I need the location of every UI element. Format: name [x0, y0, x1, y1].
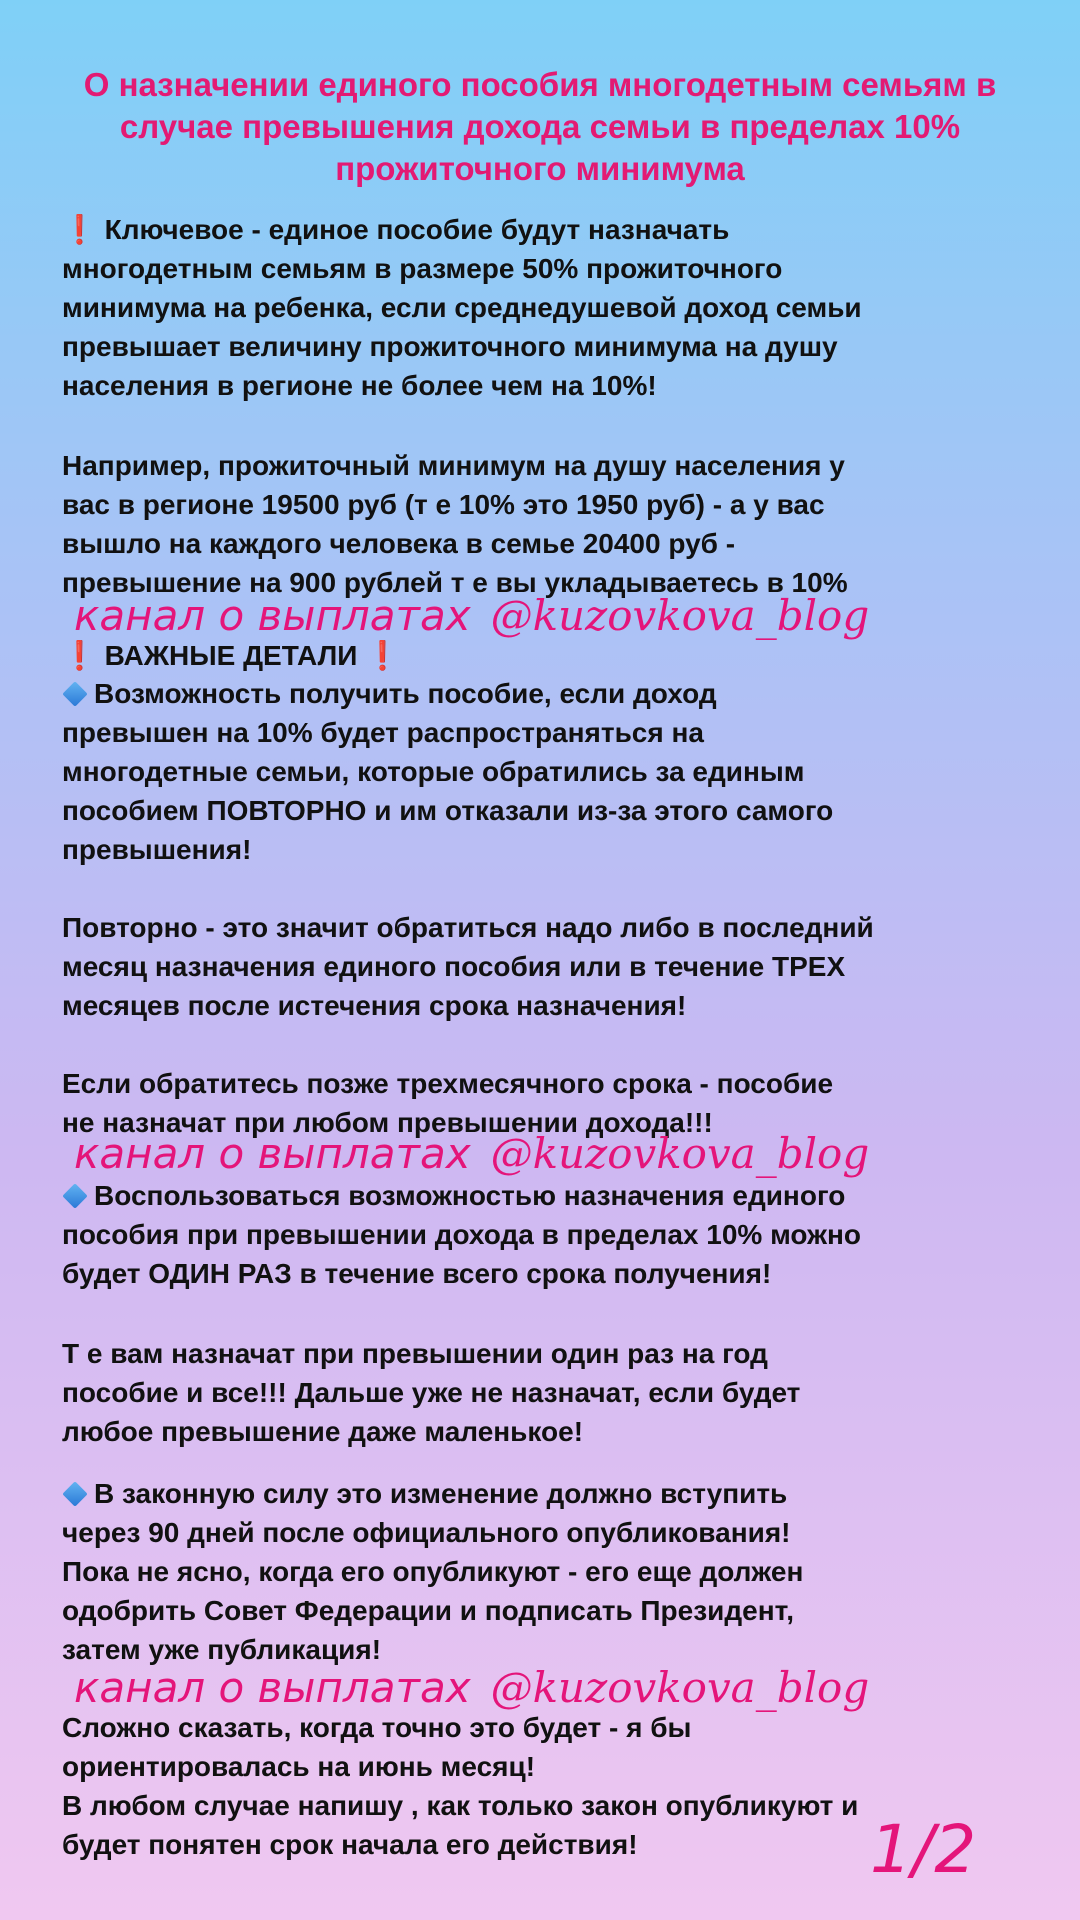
one-time-paragraph [62, 1176, 1022, 1293]
important-details-heading [62, 636, 1022, 675]
watermark-text: канал о выплатах [74, 1129, 471, 1178]
blue-diamond-icon [62, 681, 87, 706]
watermark-1 [74, 592, 869, 640]
watermark-3 [74, 1664, 869, 1712]
effective-date-paragraph [62, 1474, 1022, 1669]
repeat-application-paragraph [62, 674, 1022, 869]
important-details-text: ВАЖНЫЕ ДЕТАЛИ [104, 640, 358, 671]
effective-date-text: В законную силу это изменение должно вступить через 90 дней после официального опубликования! Пока не ясно, когда его опубликуют - его еще должен одобрить Совет Федерации и подписать Президент, затем уже публикация! [62, 1478, 804, 1665]
one-time-text: Воспользоваться возможностью назначения единого пособия при превышении дохода в пределах 10% можно будет ОДИН РАЗ в течение всего срока получения! [62, 1180, 862, 1289]
post-title: О назначении единого пособия многодетным семьям в случае превышения дохода семьи в пределах 10% прожиточного минимума [83, 66, 997, 187]
watermark-2 [74, 1130, 869, 1178]
watermark-handle: @kuzovkova_blog [490, 1129, 870, 1178]
watermark-handle: @kuzovkova_blog [490, 591, 870, 640]
late-application-paragraph: Если обратитесь позже трехмесячного срока - пособие не назначат при любом превышении дохода!!! [62, 1068, 834, 1138]
key-point-paragraph [62, 210, 1022, 405]
watermark-text: канал о выплатах [74, 1663, 471, 1712]
repeat-definition-paragraph: Повторно - это значит обратиться надо либо в последний месяц назначения единого пособия или в течение ТРЕХ месяцев после истечения срока назначения! [62, 912, 874, 1021]
red-exclamation-icon: ❗ [62, 214, 97, 245]
watermark-text: канал о выплатах [74, 591, 471, 640]
key-point-text: Ключевое - единое пособие будут назначать многодетным семьям в размере 50% прожиточного минимума на ребенка, если среднедушевой доход семьи превышает величину прожиточного минимума на душу населения в регионе не более чем на 10%! [62, 214, 862, 401]
closing-paragraph: Сложно сказать, когда точно это будет - я бы ориентировалась на июнь месяц! В любом случае напишу , как только закон опубликуют и будет понятен срок начала его действия! [62, 1712, 859, 1860]
once-per-year-paragraph: Т е вам назначат при превышении один раз на год пособие и все!!! Дальше уже не назначат, если будет любое превышение даже маленькое! [62, 1338, 801, 1447]
blue-diamond-icon [62, 1183, 87, 1208]
blue-diamond-icon [62, 1481, 87, 1506]
repeat-application-text: Возможность получить пособие, если доход превышен на 10% будет распространяться на многодетные семьи, которые обратились за единым пособием ПОВТОРНО и им отказали из-за этого самого превышения! [62, 678, 834, 865]
red-exclamation-icon: ❗ [62, 640, 97, 671]
page-indicator: 1/2 [870, 1811, 977, 1888]
watermark-handle: @kuzovkova_blog [490, 1663, 870, 1712]
red-exclamation-icon: ❗ [365, 640, 401, 671]
example-paragraph: Например, прожиточный минимум на душу населения у вас в регионе 19500 руб (т е 10% это 1950 руб) - а у вас вышло на каждого человека в семье 20400 руб - превышение на 900 рублей т е вы укладываетесь в 10% [62, 450, 848, 598]
